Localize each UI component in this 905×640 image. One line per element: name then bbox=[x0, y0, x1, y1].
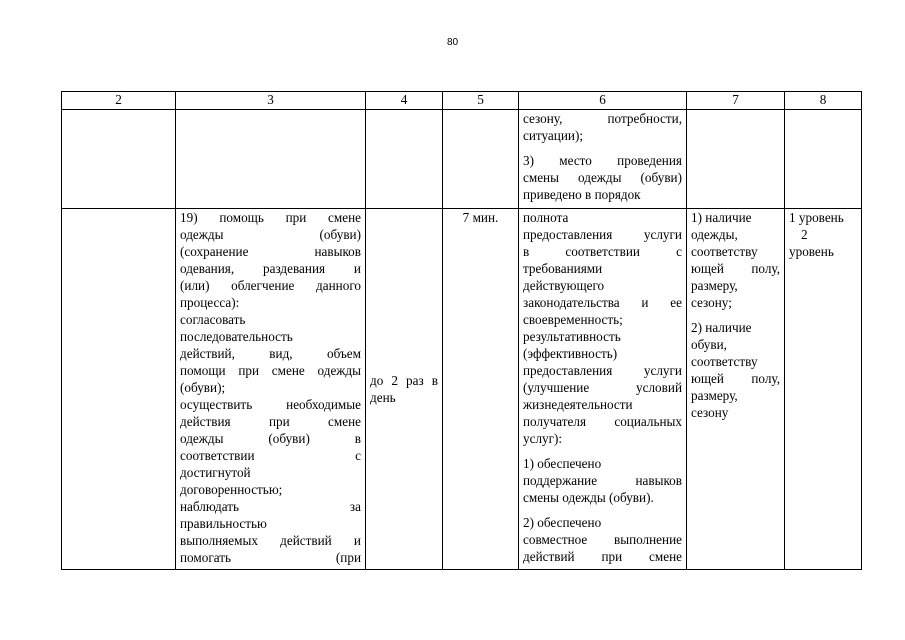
text-line: процесса): bbox=[180, 295, 240, 310]
text-line: предоставления услуги bbox=[523, 227, 682, 242]
header-row bbox=[62, 92, 862, 110]
frequency-text: до 2 раз в день bbox=[370, 373, 438, 405]
cell-empty bbox=[366, 110, 443, 209]
cell-duration bbox=[443, 209, 519, 570]
text-line: размеру, bbox=[691, 388, 738, 403]
text-line: действий, вид, объем bbox=[180, 346, 361, 361]
cell-empty bbox=[62, 209, 176, 570]
services-table bbox=[61, 91, 862, 570]
text-line: ющей полу, bbox=[691, 371, 780, 386]
text-line: 2) обеспечено bbox=[523, 515, 602, 530]
text-line: правильностью bbox=[180, 516, 267, 531]
header-col-5: 5 bbox=[443, 92, 519, 110]
text-line: согласовать bbox=[180, 312, 246, 327]
text-line: сезону, потребности, bbox=[523, 111, 682, 126]
cell-service-description bbox=[176, 209, 366, 570]
text-line: (сохранение навыков bbox=[180, 244, 361, 259]
text-line: поддержание навыков bbox=[523, 473, 682, 488]
text-line: 2) наличие bbox=[691, 320, 752, 335]
text-line: осуществить необходимые bbox=[180, 397, 361, 412]
text-line: последовательность bbox=[180, 329, 293, 344]
text-line: приведено в порядок bbox=[523, 187, 641, 202]
cell-empty bbox=[62, 110, 176, 209]
text-line: сезону bbox=[691, 405, 729, 420]
text-line: законодательства и ее bbox=[523, 295, 682, 310]
text-line: обуви, bbox=[691, 337, 727, 352]
text-line: одежды (обуви) bbox=[180, 227, 361, 242]
text-line: помогать (при bbox=[180, 550, 361, 565]
header-col-2: 2 bbox=[62, 92, 176, 110]
text-line: результативность bbox=[523, 329, 621, 344]
cell-level bbox=[785, 209, 862, 570]
text-line: жизнедеятельности bbox=[523, 397, 633, 412]
text-line: договоренностью; bbox=[180, 482, 283, 497]
text-line: соответствии с bbox=[180, 448, 361, 463]
page-number: 80 bbox=[446, 37, 459, 48]
text-line: одевания, раздевания и bbox=[180, 261, 361, 276]
text-line: совместное выполнение bbox=[523, 532, 682, 547]
level-line: 2 bbox=[801, 227, 808, 242]
text-line: получателя социальных bbox=[523, 414, 682, 429]
text-line: (обуви); bbox=[180, 380, 226, 395]
text-line: действующего bbox=[523, 278, 605, 293]
cell-quality-continued bbox=[519, 110, 687, 209]
text-line: ющей полу, bbox=[691, 261, 780, 276]
text-line: своевременность; bbox=[523, 312, 623, 327]
level-line: 1 уровень bbox=[789, 210, 844, 225]
header-col-7: 7 bbox=[687, 92, 785, 110]
cell-empty bbox=[687, 110, 785, 209]
cell-empty bbox=[176, 110, 366, 209]
text-line: 1) обеспечено bbox=[523, 456, 602, 471]
cell-frequency bbox=[366, 209, 443, 570]
text-line: в соответствии с bbox=[523, 244, 682, 259]
text-line: смены одежды (обуви). bbox=[523, 490, 654, 505]
header-col-6: 6 bbox=[519, 92, 687, 110]
table-row bbox=[62, 110, 862, 209]
table-row bbox=[62, 209, 862, 570]
text-line: (или) облегчение данного bbox=[180, 278, 361, 293]
text-line: одежды (обуви) в bbox=[180, 431, 361, 446]
text-line: действия при смене bbox=[180, 414, 361, 429]
text-line: (улучшение условий bbox=[523, 380, 682, 395]
text-line: одежды, bbox=[691, 227, 738, 242]
text-line: ситуации); bbox=[523, 128, 584, 143]
text-line: сезону; bbox=[691, 295, 732, 310]
text-line: наблюдать за bbox=[180, 499, 361, 514]
text-line: действий при смене bbox=[523, 549, 682, 564]
text-line: выполняемых действий и bbox=[180, 533, 361, 548]
text-line: размеру, bbox=[691, 278, 738, 293]
text-line: 19) помощь при смене bbox=[180, 210, 361, 225]
cell-conditions bbox=[687, 209, 785, 570]
text-line: полнота bbox=[523, 210, 569, 225]
text-line: соответству bbox=[691, 354, 758, 369]
header-col-8: 8 bbox=[785, 92, 862, 110]
text-line: услуг): bbox=[523, 431, 563, 446]
text-line: 3) место проведения bbox=[523, 153, 682, 168]
text-line: 1) наличие bbox=[691, 210, 752, 225]
cell-quality-indicators bbox=[519, 209, 687, 570]
text-line: смены одежды (обуви) bbox=[523, 170, 682, 185]
text-line: достигнутой bbox=[180, 465, 251, 480]
text-line: помощи при смене одежды bbox=[180, 363, 361, 378]
header-col-3: 3 bbox=[176, 92, 366, 110]
cell-empty bbox=[785, 110, 862, 209]
header-col-4: 4 bbox=[366, 92, 443, 110]
duration-text: 7 мин. bbox=[462, 210, 499, 225]
cell-empty bbox=[443, 110, 519, 209]
text-line: соответству bbox=[691, 244, 758, 259]
text-line: (эффективность) bbox=[523, 346, 618, 361]
text-line: предоставления услуги bbox=[523, 363, 682, 378]
text-line: требованиями bbox=[523, 261, 603, 276]
level-line: уровень bbox=[789, 244, 834, 259]
